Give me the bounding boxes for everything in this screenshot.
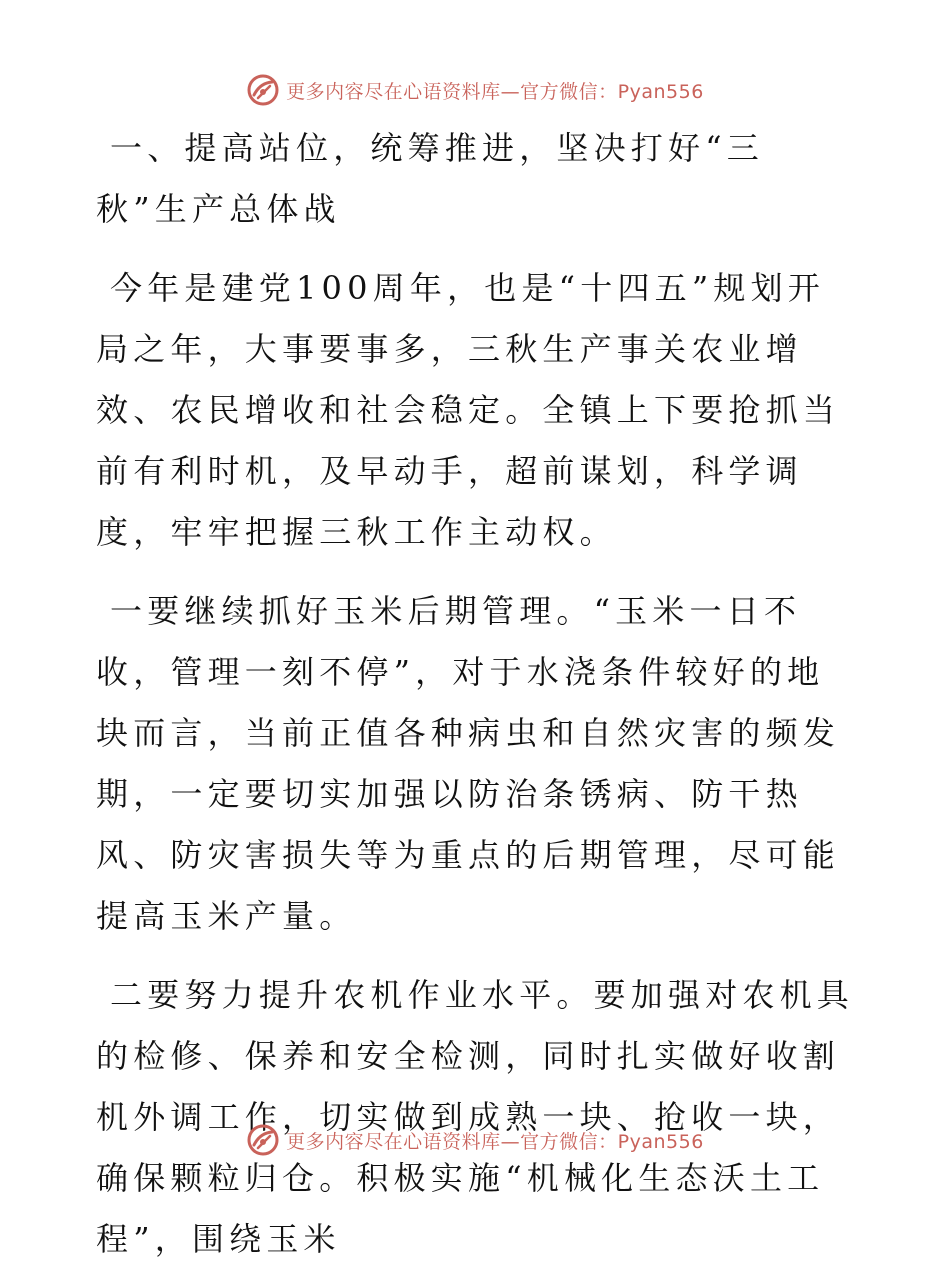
paragraph-1: 今年是建党100周年，也是“十四五”规划开局之年，大事要事多，三秋生产事关农业增效、农民增收和社会稳定。全镇上下要抢抓当前有利时机，及早动手，超前谋划，科学调度，牢牢把握三秋工作主动权。	[96, 269, 841, 551]
logo-icon	[246, 73, 280, 107]
footer-banner	[0, 1120, 950, 1160]
banner-text: 更多内容尽在心语资料库—官方微信：Pyan556	[286, 80, 704, 103]
document-body	[96, 118, 856, 1288]
banner-text: 更多内容尽在心语资料库—官方微信：Pyan556	[286, 1130, 704, 1153]
paragraph-3: 二要努力提升农机作业水平。要加强对农机具的检修、保养和安全检测，同时扎实做好收割机外调工作，切实做到成熟一块、抢收一块，确保颗粒归仓。积极实施“机械化生态沃土工程”，围绕玉米	[96, 976, 855, 1258]
logo-icon	[246, 1123, 280, 1157]
header-banner	[0, 70, 950, 110]
section-heading: 一、提高站位，统筹推进，坚决打好“三秋”生产总体战	[96, 129, 764, 228]
paragraph-2: 一要继续抓好玉米后期管理。“玉米一日不收，管理一刻不停”，对于水浇条件较好的地块而言，当前正值各种病虫和自然灾害的频发期，一定要切实加强以防治条锈病、防干热风、防灾害损失等为重点的后期管理，尽可能提高玉米产量。	[96, 592, 841, 935]
